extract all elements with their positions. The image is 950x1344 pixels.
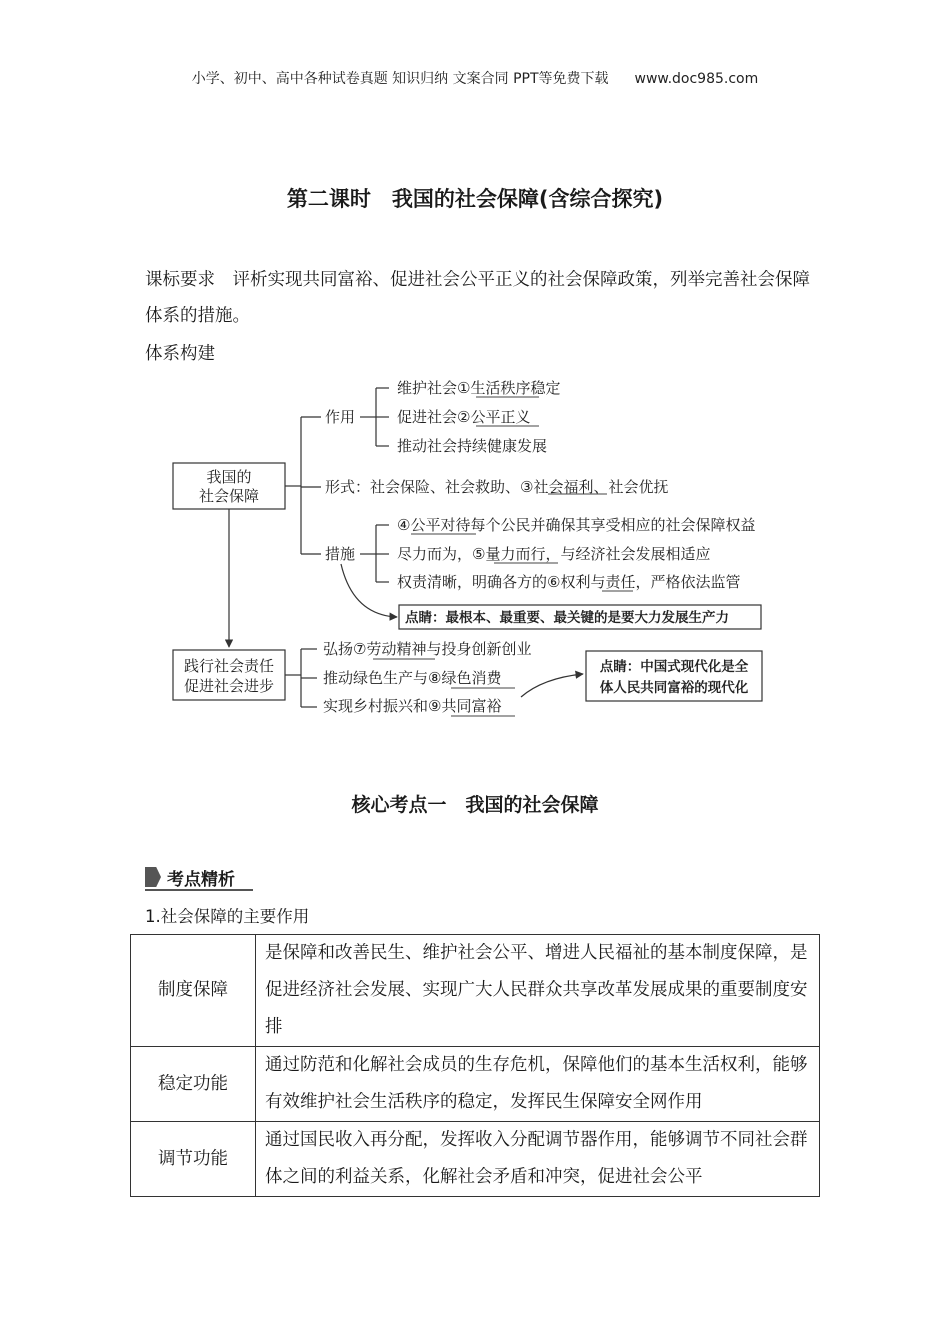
curriculum-requirement: 课标要求 评析实现共同富裕、促进社会公平正义的社会保障政策，列举完善社会保障体系的措施。 — [145, 270, 810, 326]
practice-item-1: 弘扬⑦劳动精神与投身创新创业 — [323, 640, 532, 658]
tag-label: 考点精析 — [167, 869, 235, 890]
key-point-1: 点睛：最根本、最重要、最关键的是要大力发展生产力 — [405, 610, 729, 626]
table-key: 稳定功能 — [131, 1047, 256, 1122]
table-key: 制度保障 — [131, 935, 256, 1047]
header-site-link[interactable]: www.doc985.com — [634, 71, 759, 87]
role-item-2: 促进社会②公平正义 — [397, 408, 531, 426]
system-heading: 体系构建 — [145, 344, 215, 364]
header-text: 小学、初中、高中各种试卷真题 知识归纳 文案合同 PPT等免费下载 — [191, 71, 609, 87]
table-row — [131, 1047, 820, 1122]
table-value: 是保障和改善民生、维护社会公平、增进人民福祉的基本制度保障，是促进经济社会发展、实现广大人民群众共享改革发展成果的重要制度安排 — [256, 935, 820, 1047]
root1-line1: 我国的 — [206, 468, 252, 486]
tag-marker-icon — [145, 867, 161, 887]
key-point-2-line2: 体人民共同富裕的现代化 — [599, 680, 749, 696]
key-point-2-line1: 点睛：中国式现代化是全 — [599, 659, 749, 675]
form-item: 形式：社会保险、社会救助、③社会福利、社会优抚 — [325, 478, 669, 496]
practice-item-2: 推动绿色生产与⑧绿色消费 — [323, 669, 502, 687]
concept-diagram — [165, 370, 805, 725]
tag-underline — [145, 889, 253, 891]
root2-line1: 践行社会责任 — [183, 657, 275, 675]
table-value: 通过防范和化解社会成员的生存危机，保障他们的基本生活权利，能够有效维护社会生活秩序的稳定，发挥民生保障安全网作用 — [256, 1047, 820, 1122]
page-title: 第二课时 我国的社会保障(含综合探究) — [286, 187, 664, 211]
role-item-3: 推动社会持续健康发展 — [397, 437, 548, 455]
measures-label: 措施 — [325, 545, 356, 563]
core-point-title: 核心考点一 我国的社会保障 — [351, 794, 599, 816]
practice-item-3: 实现乡村振兴和⑨共同富裕 — [323, 697, 502, 715]
table-row — [131, 935, 820, 1047]
table-key: 调节功能 — [131, 1122, 256, 1197]
page-header — [0, 68, 950, 88]
role-item-1: 维护社会①生活秩序稳定 — [397, 379, 561, 397]
measure-item-3: 权责清晰，明确各方的⑥权利与责任，严格依法监管 — [397, 573, 741, 591]
measure-item-2: 尽力而为，⑤量力而行，与经济社会发展相适应 — [397, 545, 711, 563]
root2-line2: 促进社会进步 — [183, 677, 275, 695]
role-label: 作用 — [325, 408, 356, 426]
functions-table — [130, 934, 820, 1197]
table-row — [131, 1122, 820, 1197]
root1-line2: 社会保障 — [198, 487, 260, 505]
section-tag — [145, 866, 235, 888]
measure-item-1: ④公平对待每个公民并确保其享受相应的社会保障权益 — [397, 516, 756, 534]
table-value: 通过国民收入再分配，发挥收入分配调节器作用，能够调节不同社会群体之间的利益关系，化解社会矛盾和冲突，促进社会公平 — [256, 1122, 820, 1197]
section-heading-1: 1.社会保障的主要作用 — [145, 907, 310, 926]
